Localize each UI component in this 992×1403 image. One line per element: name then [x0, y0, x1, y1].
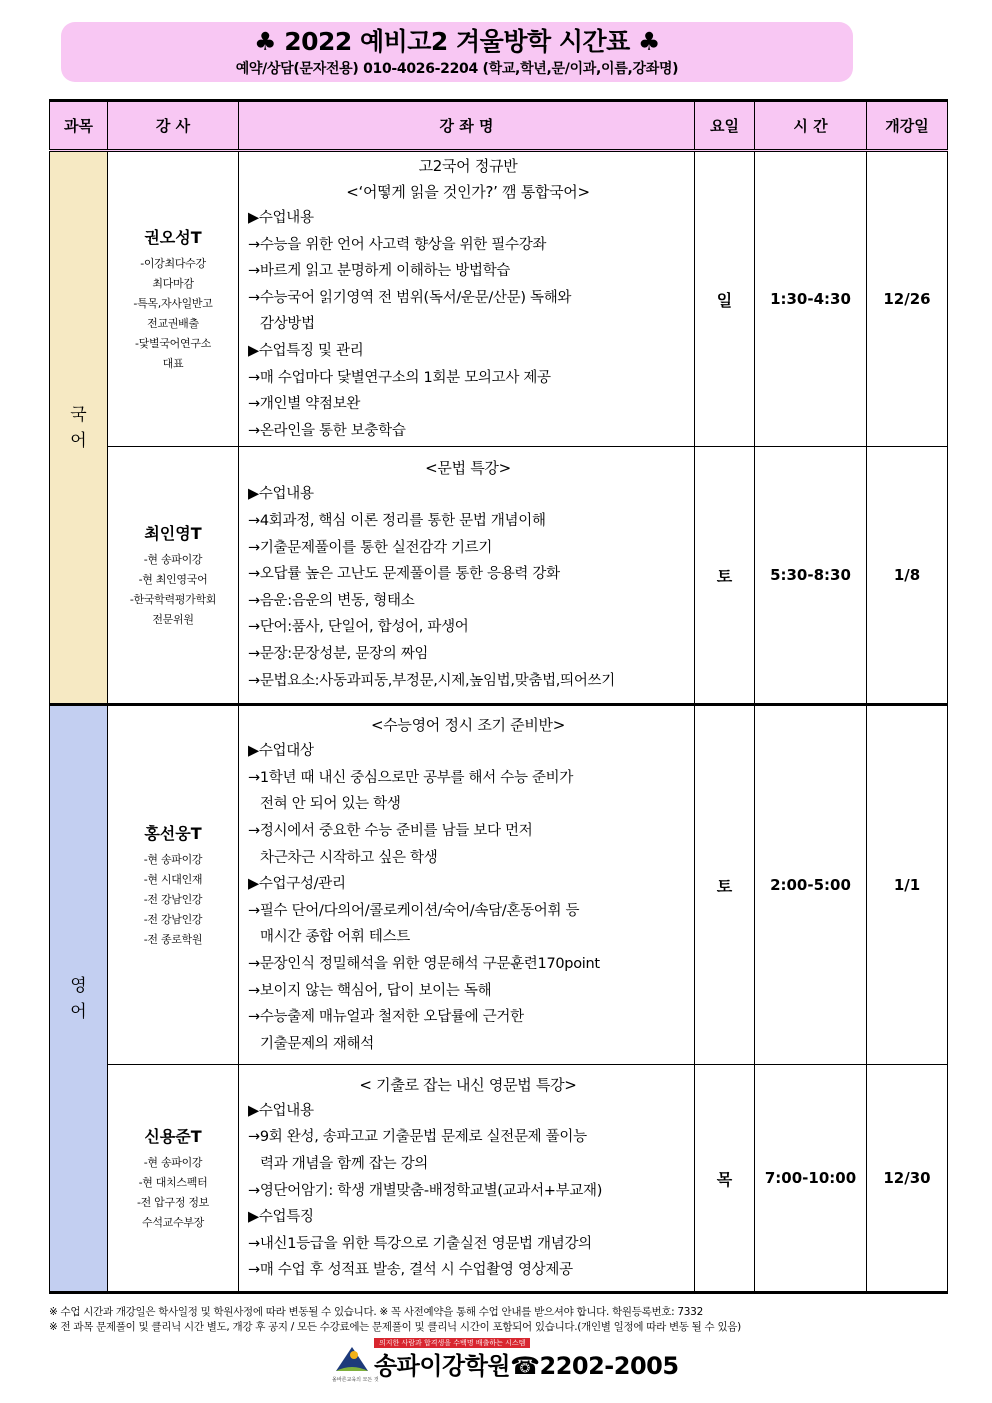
course-line: →매 수업마다 닻별연구소의 1회분 모의고사 제공: [248, 369, 551, 386]
start-date-cell: 1/1: [867, 705, 948, 1065]
course-line: ▶수업내용: [248, 1102, 314, 1119]
course-line: →수능을 위한 언어 사고력 향상을 위한 필수강좌: [248, 236, 547, 253]
teacher-desc: -현 송파이강 -현 대치스펙터 -전 압구정 정보 수석교수부장: [136, 1155, 210, 1229]
course-title: <문법 특강>: [425, 459, 511, 478]
table-row: [50, 1065, 948, 1293]
course-line: ▶수업내용: [248, 210, 314, 226]
subject-korean: 국 어: [50, 151, 108, 705]
table-header-row: [50, 101, 948, 151]
course-line: →매 수업 후 성적표 발송, 결석 시 수업촬영 영상제공: [248, 1262, 573, 1279]
course-title: 고2국어 정규반 <‘어떻게 읽을 것인가?’ 깸 통합국어>: [346, 157, 590, 201]
col-header-teacher: 강 사: [108, 101, 239, 151]
course-line: 감상방법: [260, 316, 315, 333]
day-cell: 토: [695, 705, 755, 1065]
course-line: →영단어암기: 학생 개별맞춤-배정학교별(교과서+부교재): [248, 1182, 603, 1199]
time-cell: 1:30-4:30: [755, 151, 867, 447]
teacher-name: 최인영T: [144, 523, 202, 543]
subject-english: 영 어: [50, 705, 108, 1293]
start-date-cell: 1/8: [867, 447, 948, 705]
academy-slogan: 의지한 사람과 합격생을 수백명 배출하는 시스템: [374, 1338, 530, 1348]
col-header-time: 시 간: [755, 101, 867, 151]
course-line: 전혀 안 되어 있는 학생: [260, 796, 401, 813]
course-line: 매시간 종합 어휘 테스트: [260, 929, 410, 946]
footnotes: [49, 1305, 741, 1335]
teacher-name: 권오성T: [144, 227, 202, 247]
course-line: →음운:음운의 변동, 형태소: [248, 592, 415, 609]
col-header-start-date: 개강일: [867, 101, 948, 151]
course-line: 기출문제의 재해석: [260, 1035, 374, 1052]
col-header-day: 요일: [695, 101, 755, 151]
table-row: [50, 151, 948, 447]
course-title: <수능영어 정시 조기 준비반>: [370, 716, 566, 735]
course-cell: [239, 447, 695, 705]
course-line: ▶수업구성/관리: [248, 876, 346, 893]
time-cell: 2:00-5:00: [755, 705, 867, 1065]
course-line: →오답률 높은 고난도 문제풀이를 통한 응용력 강화: [248, 566, 560, 583]
day-cell: 일: [695, 151, 755, 447]
course-line: →온라인을 통한 보충학습: [248, 422, 406, 439]
course-line: →보이지 않는 핵심어, 답이 보이는 독해: [248, 982, 492, 999]
footnote-line: ※ 전 과목 문제풀이 및 클리닉 시간 별도, 개강 후 공지 / 모든 수강료에는 문제풀이 및 클리닉 시간이 포함되어 있습니다.(개인별 일정에 따라 변동 될 수 있음): [49, 1321, 741, 1333]
teacher-cell: [108, 151, 239, 447]
page-title: ♣ 2022 예비고2 겨울방학 시간표 ♣: [254, 27, 660, 56]
teacher-desc: -현 송파이강 -현 시대인재 -전 강남인강 -전 강남인강 -전 종로학원: [143, 852, 203, 946]
course-line: →정시에서 중요한 수능 준비를 남들 보다 먼저: [248, 823, 533, 840]
contact-subtitle: 예약/상담(문자전용) 010-4026-2204 (학교,학년,문/이과,이름,강좌명): [235, 61, 679, 77]
teacher-cell: [108, 705, 239, 1065]
teacher-name: 홍선웅T: [144, 823, 202, 843]
teacher-name: 신용준T: [144, 1126, 202, 1146]
table-row: [50, 447, 948, 705]
start-date-cell: 12/26: [867, 151, 948, 447]
academy-footer: [332, 1338, 679, 1386]
academy-logo-icon: [332, 1341, 372, 1381]
course-line: →내신1등급을 위한 특강으로 기출실전 영문법 개념강의: [248, 1235, 592, 1252]
footnote-line: ※ 수업 시간과 개강일은 학사일정 및 학원사정에 따라 변동될 수 있습니다. ※ 꼭 사전예약을 통해 수업 안내를 받으셔야 합니다. 학원등록번호: 7332: [49, 1306, 703, 1318]
academy-name-phone: 송파이강학원☎2202-2005: [374, 1352, 679, 1380]
course-line: →수능출제 매뉴얼과 철저한 오답률에 근거한: [248, 1009, 524, 1026]
teacher-cell: [108, 1065, 239, 1293]
col-header-subject: 과목: [50, 101, 108, 151]
teacher-cell: [108, 447, 239, 705]
start-date-cell: 12/30: [867, 1065, 948, 1293]
course-line: ▶수업특징 및 관리: [248, 342, 364, 359]
time-cell: 7:00-10:00: [755, 1065, 867, 1293]
course-line: →1학년 때 내신 중심으로만 공부를 해서 수능 준비가: [248, 769, 574, 786]
time-cell: 5:30-8:30: [755, 447, 867, 705]
col-header-course: 강 좌 명: [239, 101, 695, 151]
course-line: →단어:품사, 단일어, 합성어, 파생어: [248, 619, 469, 636]
teacher-desc: -이강최다수강 최다마감 -특목,자사일반고 전교권배출 -닻별국어연구소 대표: [133, 256, 213, 370]
course-cell: [239, 705, 695, 1065]
logo-caption: 올바른교육의 모든 것: [332, 1377, 379, 1383]
timetable: [49, 99, 948, 1294]
course-cell: [239, 151, 695, 447]
course-line: →문법요소:사동과피동,부정문,시제,높임법,맞춤법,띄어쓰기: [248, 672, 615, 689]
course-line: →문장인식 정밀해석을 위한 영문해석 구문훈련170point: [248, 956, 600, 973]
course-title: < 기출로 잡는 내신 영문법 특강>: [359, 1075, 577, 1094]
course-line: ▶수업대상: [248, 743, 314, 760]
course-line: →개인별 약점보완: [248, 396, 361, 413]
page-header: [61, 22, 853, 82]
course-line: 력과 개념을 함께 잡는 강의: [260, 1155, 429, 1172]
course-line: 차근차근 시작하고 싶은 학생: [260, 849, 438, 866]
course-line: →문장:문장성분, 문장의 짜임: [248, 646, 429, 663]
course-line: ▶수업내용: [248, 486, 314, 503]
course-line: ▶수업특징: [248, 1209, 314, 1226]
course-line: →바르게 읽고 분명하게 이해하는 방법학습: [248, 263, 511, 280]
teacher-desc: -현 송파이강 -현 최인영국어 -한국학력평가학회 전문위원: [129, 552, 217, 626]
table-row: [50, 705, 948, 1065]
course-line: →수능국어 읽기영역 전 범위(독서/운문/산문) 독해와: [248, 289, 572, 306]
course-line: →기출문제풀이를 통한 실전감각 기르기: [248, 539, 493, 556]
course-line: →필수 단어/다의어/콜로케이션/숙어/속담/혼동어휘 등: [248, 902, 580, 919]
course-line: →4회과정, 핵심 이론 정리를 통한 문법 개념이해: [248, 513, 546, 530]
day-cell: 목: [695, 1065, 755, 1293]
course-line: →9회 완성, 송파고교 기출문법 문제로 실전문제 풀이능: [248, 1129, 587, 1146]
day-cell: 토: [695, 447, 755, 705]
course-cell: [239, 1065, 695, 1293]
